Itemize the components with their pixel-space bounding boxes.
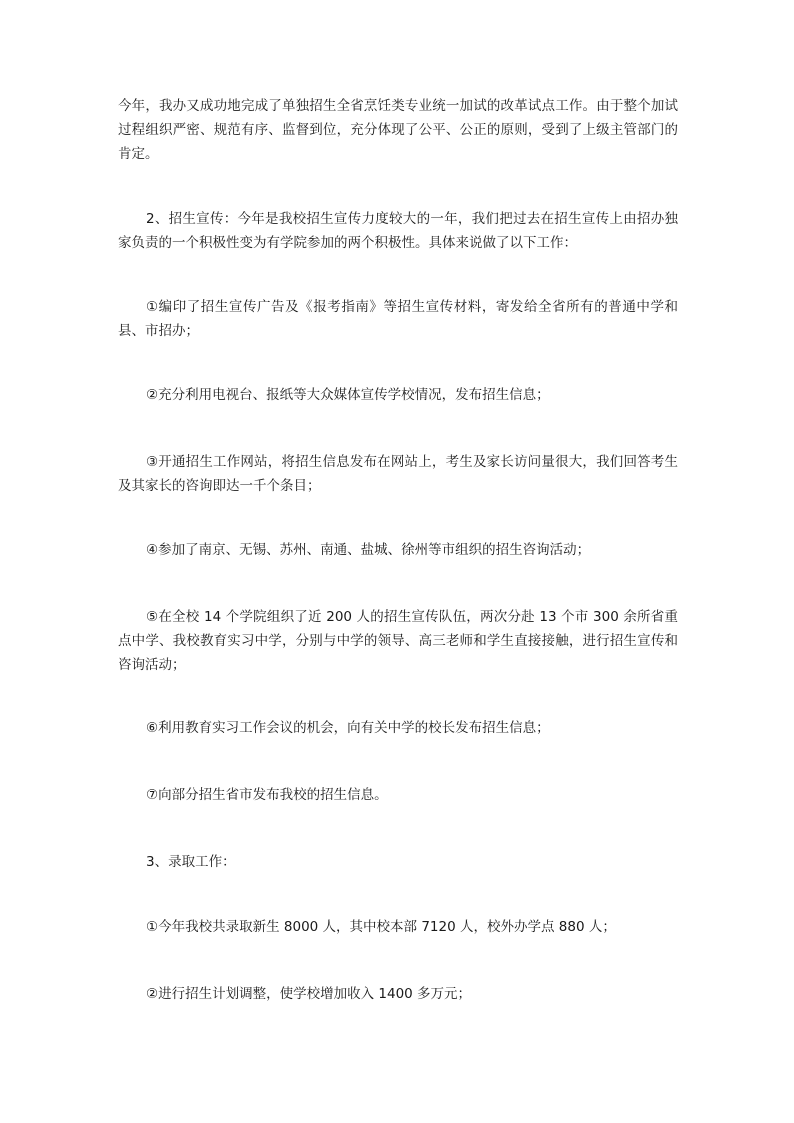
paragraph-item-2: ②充分利用电视台、报纸等大众媒体宣传学校情况，发布招生信息；	[146, 387, 550, 403]
paragraph-intro: 今年，我办又成功地完成了单独招生全省烹饪类专业统一加试的改革试点工作。由于整个加试过程组织严密、规范有序、监督到位，充分体现了公平、公正的原则，受到了上级主管部门的肯定。	[118, 98, 678, 162]
paragraph-item-6: ⑥利用教育实习工作会议的机会，向有关中学的校长发布招生信息；	[146, 720, 550, 736]
paragraph-admission-2: ②进行招生计划调整，使学校增加收入 1400 多万元；	[146, 986, 472, 1002]
paragraph-item-5: ⑤在全校 14 个学院组织了近 200 人的招生宣传队伍，两次分赴 13 个市 300 余所省重点中学、我校教育实习中学，分别与中学的领导、高三老师和学生直接接触，进行招生宣传和咨询活动；	[118, 609, 678, 673]
paragraph-section-3-heading: 3、录取工作：	[146, 854, 236, 870]
paragraph-section-2-heading: 2、招生宣传：今年是我校招生宣传力度较大的一年，我们把过去在招生宣传上由招办独家负责的一个积极性变为有学院参加的两个积极性。具体来说做了以下工作：	[118, 211, 678, 251]
paragraph-item-7: ⑦向部分招生省市发布我校的招生信息。	[146, 787, 388, 803]
paragraph-item-4: ④参加了南京、无锡、苏州、南通、盐城、徐州等市组织的招生咨询活动；	[146, 542, 591, 558]
paragraph-admission-1: ①今年我校共录取新生 8000 人，其中校本部 7120 人，校外办学点 880 人；	[146, 919, 616, 935]
paragraph-item-1: ①编印了招生宣传广告及《报考指南》等招生宣传材料，寄发给全省所有的普通中学和县、市招办；	[118, 299, 678, 339]
paragraph-item-3: ③开通招生工作网站，将招生信息发布在网站上，考生及家长访问量很大，我们回答考生及其家长的咨询即达一千个条目；	[118, 454, 678, 494]
